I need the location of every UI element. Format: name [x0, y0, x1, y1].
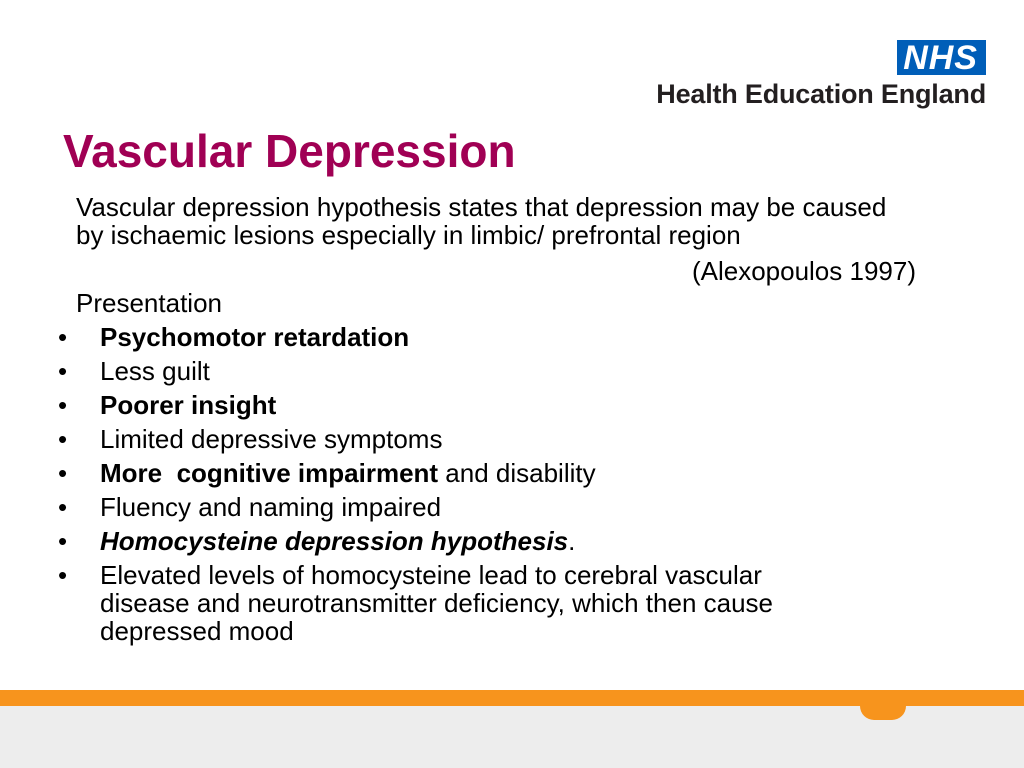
footer-orange-bar [0, 690, 1024, 706]
bullet-list [58, 323, 858, 651]
bullet-item [58, 527, 858, 555]
intro-text: Vascular depression hypothesis states that depression may be caused by ischaemic lesions especially in limbic/ prefrontal region [76, 192, 887, 250]
slide-title: Vascular Depression [63, 125, 516, 177]
bullet-item [58, 425, 858, 453]
bullet-dot: • [58, 390, 68, 420]
bullet-dot: • [58, 492, 68, 522]
bullet-text: Less guilt [100, 356, 210, 386]
bullet-strong: More cognitive impairment [100, 458, 439, 488]
bullet-item [58, 493, 858, 521]
bullet-strong: Poorer insight [100, 390, 277, 420]
nhs-logo-badge: NHS [897, 40, 986, 75]
bullet-item [58, 561, 858, 645]
bullet-emphasis: Homocysteine depression hypothesis [100, 526, 569, 556]
bullet-dot: • [58, 458, 68, 488]
bullet-text: and disability [438, 458, 596, 488]
bullet-dot: • [58, 526, 68, 556]
bullet-text: . [568, 526, 576, 556]
bullet-dot: • [58, 424, 68, 454]
footer-notch [860, 706, 906, 720]
bullet-item [58, 459, 858, 487]
bullet-dot: • [58, 322, 68, 352]
bullet-dot: • [58, 356, 68, 386]
nhs-hee-logo [656, 40, 986, 110]
bullet-text: Elevated levels of homocysteine lead to cerebral vascular disease and neurotransmitter deficiency, which then cause depressed mood [100, 560, 774, 646]
bullet-item [58, 391, 858, 419]
citation: (Alexopoulos 1997) [691, 256, 916, 286]
bullet-strong: Psychomotor retardation [100, 322, 410, 352]
section-label: Presentation [76, 288, 222, 318]
bullet-item [58, 323, 858, 351]
org-name: Health Education England [656, 79, 986, 109]
bullet-dot: • [58, 560, 68, 590]
bullet-text: Limited depressive symptoms [100, 424, 443, 454]
bullet-text: Fluency and naming impaired [100, 492, 442, 522]
bullet-item [58, 357, 858, 385]
